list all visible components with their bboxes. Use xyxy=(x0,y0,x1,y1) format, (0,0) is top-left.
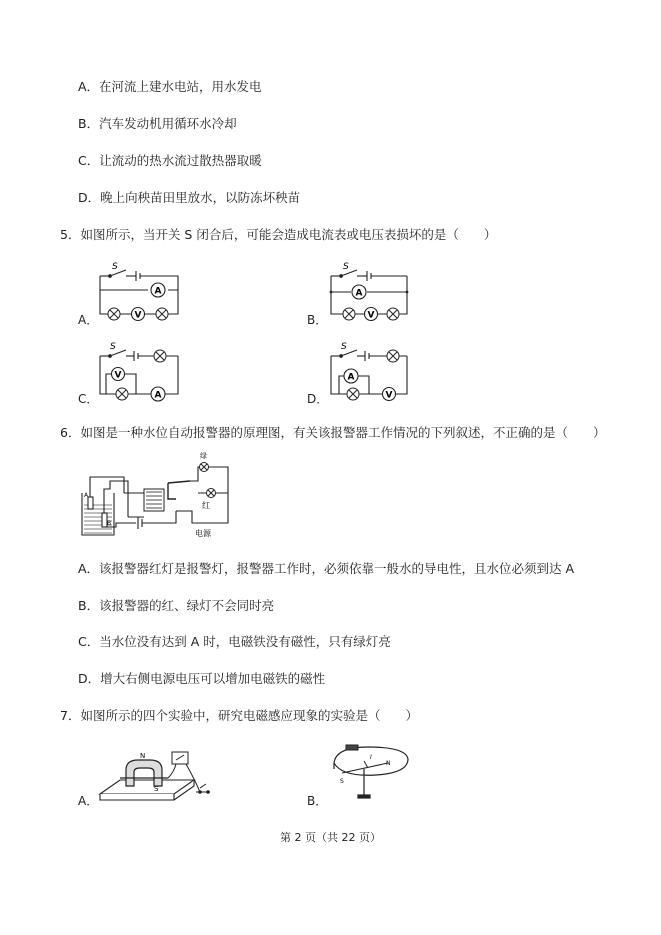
lamp-icon xyxy=(347,388,359,400)
svg-text:N: N xyxy=(140,752,146,760)
svg-text:V: V xyxy=(114,370,122,381)
voltmeter-icon xyxy=(365,308,378,321)
q5-circuit-c xyxy=(96,342,186,404)
lamp-icon xyxy=(116,388,128,400)
q6-option-b: B．该报警器的红、绿灯不会同时亮 xyxy=(78,598,275,613)
svg-text:S: S xyxy=(341,342,347,352)
lamp-icon xyxy=(387,308,399,320)
voltmeter-icon xyxy=(383,388,396,401)
q5-label-c: C． xyxy=(78,392,99,406)
svg-text:A: A xyxy=(347,372,355,383)
q6-option-a: A．该报警器红灯是报警灯，报警器工作时，必须依靠一般水的导电性，且水位必须到达 A xyxy=(78,561,575,576)
svg-text:电源: 电源 xyxy=(195,529,211,538)
ammeter-icon xyxy=(344,369,358,383)
q7-figure-a xyxy=(96,748,216,806)
q7-figure-b xyxy=(326,743,416,805)
svg-text:B: B xyxy=(107,520,112,527)
q6-stem: 6．如图是一种水位自动报警器的原理图，有关该报警器工作情况的下列叙述，不正确的是（ ） xyxy=(60,425,606,440)
compass-stand-icon xyxy=(358,769,370,798)
ammeter-icon xyxy=(352,285,366,299)
q6-option-c: C．当水位没有达到 A 时，电磁铁没有磁性，只有绿灯亮 xyxy=(78,634,391,649)
ammeter-icon xyxy=(151,283,165,297)
svg-text:V: V xyxy=(134,310,142,321)
q5-circuit-a xyxy=(96,262,186,324)
q7-label-a: A． xyxy=(78,794,99,808)
svg-text:V: V xyxy=(385,390,393,401)
lamp-icon xyxy=(156,308,168,320)
ammeter-icon xyxy=(151,387,165,401)
lamp-icon xyxy=(154,350,166,362)
svg-text:V: V xyxy=(367,310,375,321)
green-lamp-icon xyxy=(200,463,209,472)
q6-water-alarm-figure xyxy=(80,453,240,545)
voltmeter-icon xyxy=(132,308,145,321)
galvanometer-icon xyxy=(172,752,188,764)
q5-stem: 5．如图所示，当开关 S 闭合后，可能会造成电流表或电压表损坏的是（ ） xyxy=(60,227,497,242)
svg-text:A: A xyxy=(154,286,162,297)
q6-option-d: D．增大右侧电源电压可以增加电磁铁的磁性 xyxy=(78,671,326,686)
q4-option-c: C．让流动的热水流过散热器取暖 xyxy=(78,153,262,168)
svg-text:S: S xyxy=(343,262,349,272)
svg-text:S: S xyxy=(110,342,116,352)
q5-label-a: A． xyxy=(78,313,99,327)
q5-label-b: B． xyxy=(307,313,328,327)
q4-option-a: A．在河流上建水电站，用水发电 xyxy=(78,79,262,94)
page-footer: 第 2 页（共 22 页） xyxy=(280,831,381,844)
svg-text:红: 红 xyxy=(202,501,210,510)
svg-text:S: S xyxy=(154,785,159,793)
q4-option-d: D．晚上向秧苗田里放水，以防冻坏秧苗 xyxy=(78,190,301,205)
red-lamp-icon xyxy=(207,489,216,498)
lamp-icon xyxy=(108,308,120,320)
lamp-icon xyxy=(387,350,399,362)
q5-label-d: D． xyxy=(307,392,329,406)
svg-text:I: I xyxy=(370,754,372,761)
q5-circuit-d xyxy=(327,342,417,404)
q4-option-b: B．汽车发动机用循环水冷却 xyxy=(78,116,237,131)
lamp-icon xyxy=(343,308,355,320)
svg-text:S: S xyxy=(112,262,118,272)
svg-text:绿: 绿 xyxy=(200,452,207,460)
svg-text:A: A xyxy=(355,288,363,299)
svg-text:S: S xyxy=(340,778,344,785)
q7-stem: 7．如图所示的四个实验中，研究电磁感应现象的实验是（ ） xyxy=(60,708,418,723)
svg-text:N: N xyxy=(386,760,391,767)
voltmeter-icon xyxy=(112,368,125,381)
battery-icon xyxy=(346,745,358,750)
svg-text:A: A xyxy=(84,492,89,499)
q5-circuit-b xyxy=(327,262,417,324)
svg-text:A: A xyxy=(154,390,162,401)
q7-label-b: B． xyxy=(307,794,328,808)
